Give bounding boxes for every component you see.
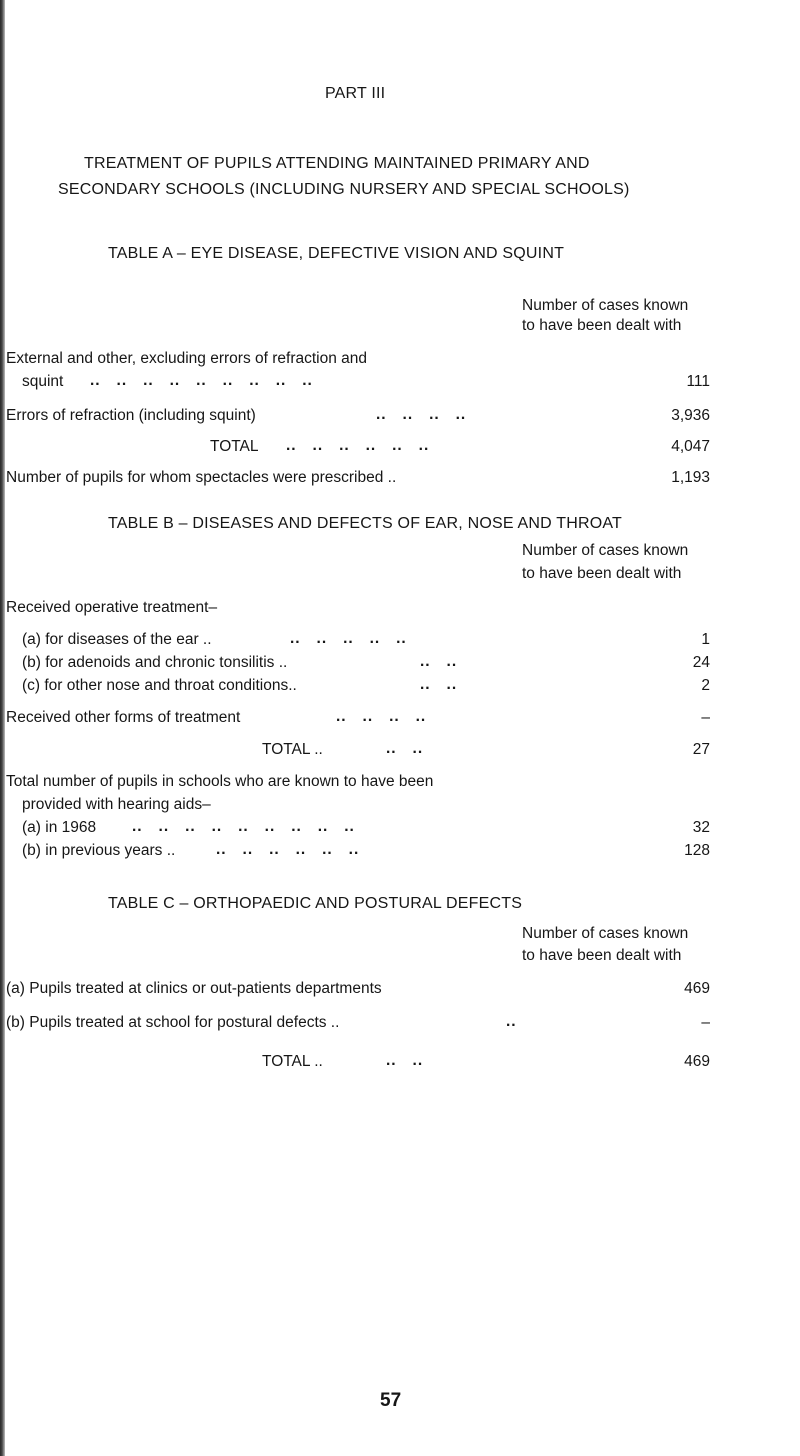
table-b-row-nose-throat-label: (c) for other nose and throat conditions.. <box>22 677 297 694</box>
table-c-column-header-line1: Number of cases known <box>522 925 689 942</box>
table-a-row-refraction-label: Errors of refraction (including squint) <box>6 407 256 424</box>
table-a-row-external-label-cont: squint <box>22 373 64 390</box>
table-b-hearing-row-previous-label: (b) in previous years .. <box>22 842 176 859</box>
leader-dots: .. .. .. .. .. <box>290 630 407 647</box>
table-b-column-header-line2: to have been dealt with <box>522 565 682 582</box>
table-b-hearing-row-1968-label: (a) in 1968 <box>22 819 97 836</box>
table-b-column-header-line1: Number of cases known <box>522 542 689 559</box>
table-b-row-adenoids-value: 24 <box>692 654 710 671</box>
main-title-line1: TREATMENT OF PUPILS ATTENDING MAINTAINED PRIMARY AND <box>84 155 590 172</box>
table-b-row-ear-value: 1 <box>701 631 710 648</box>
table-b-row-ear-label: (a) for diseases of the ear .. <box>22 631 212 648</box>
leader-dots: .. .. .. .. <box>376 406 467 423</box>
table-c-column-header-line2: to have been dealt with <box>522 947 682 964</box>
table-c-title: TABLE C – ORTHOPAEDIC AND POSTURAL DEFECTS <box>108 895 523 912</box>
table-a-total-label: TOTAL <box>210 438 259 455</box>
leader-dots: .. .. .. .. <box>336 708 427 725</box>
leader-dots: .. <box>506 1013 517 1030</box>
leader-dots: .. .. .. .. .. .. .. .. .. <box>132 818 355 835</box>
leader-dots: .. .. <box>420 653 458 670</box>
table-b-title: TABLE B – DISEASES AND DEFECTS OF EAR, NOSE AND THROAT <box>108 515 623 532</box>
table-a-row-spectacles-label: Number of pupils for whom spectacles were prescribed .. <box>6 469 397 486</box>
table-b-row-nose-throat-value: 2 <box>701 677 710 694</box>
part-heading: PART III <box>325 85 386 102</box>
page-binding-edge <box>0 0 5 1456</box>
table-b-row-other-treatment-value: – <box>701 709 710 726</box>
table-b-hearing-heading-line1: Total number of pupils in schools who are known to have been <box>6 773 434 790</box>
main-title-line2: SECONDARY SCHOOLS (INCLUDING NURSERY AND SPECIAL SCHOOLS) <box>58 181 630 198</box>
page-number: 57 <box>380 1390 402 1411</box>
table-b-row-adenoids-label: (b) for adenoids and chronic tonsilitis .. <box>22 654 288 671</box>
leader-dots: .. .. .. .. .. .. <box>286 437 430 454</box>
table-a-total-value: 4,047 <box>671 438 710 455</box>
table-b-row-other-treatment-label: Received other forms of treatment <box>6 709 241 726</box>
table-b-total-label: TOTAL .. <box>262 741 323 758</box>
table-c-row-clinics-label: (a) Pupils treated at clinics or out-patients departments <box>6 980 382 997</box>
table-a-row-refraction-value: 3,936 <box>671 407 710 424</box>
table-a-row-external-label: External and other, excluding errors of refraction and <box>6 350 368 367</box>
table-a-column-header-line1: Number of cases known <box>522 297 689 314</box>
table-b-hearing-heading-line2: provided with hearing aids– <box>22 796 211 813</box>
table-c-row-postural-label: (b) Pupils treated at school for postural defects .. <box>6 1014 340 1031</box>
leader-dots: .. .. .. .. .. .. .. .. .. <box>90 372 313 389</box>
leader-dots: .. .. .. .. .. .. <box>216 841 360 858</box>
table-c-row-clinics-value: 469 <box>684 980 710 997</box>
table-a-row-external-value: 111 <box>686 373 710 390</box>
table-c-total-label: TOTAL .. <box>262 1053 323 1070</box>
leader-dots: .. .. <box>386 1052 424 1069</box>
table-b-operative-heading: Received operative treatment– <box>6 599 218 616</box>
table-a-title: TABLE A – EYE DISEASE, DEFECTIVE VISION AND SQUINT <box>108 245 565 262</box>
table-b-hearing-row-1968-value: 32 <box>692 819 710 836</box>
table-b-total-value: 27 <box>692 741 710 758</box>
table-c-total-value: 469 <box>684 1053 710 1070</box>
table-b-hearing-row-previous-value: 128 <box>684 842 710 859</box>
table-a-column-header-line2: to have been dealt with <box>522 317 682 334</box>
leader-dots: .. .. <box>420 676 458 693</box>
table-a-row-spectacles-value: 1,193 <box>671 469 710 486</box>
table-c-row-postural-value: – <box>701 1014 710 1031</box>
leader-dots: .. .. <box>386 740 424 757</box>
